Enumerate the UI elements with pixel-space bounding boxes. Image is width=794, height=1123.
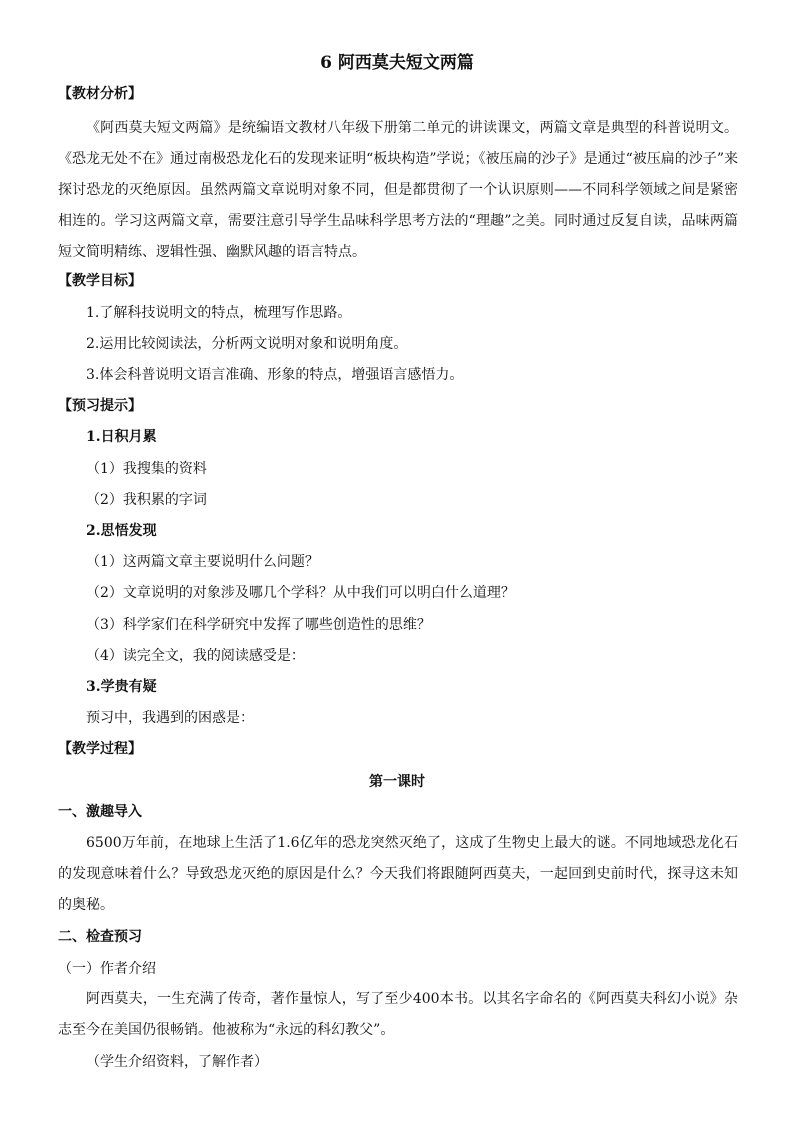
preview-item: （2）我积累的字词 <box>86 492 207 508</box>
preview-item: （3）科学家们在科学研究中发挥了哪些创造性的思维？ <box>86 617 431 633</box>
subsection-heading: （一）作者介绍 <box>58 961 156 977</box>
preview-subheading: 1.日积月累 <box>86 429 157 445</box>
document-title: 6 阿西莫夫短文两篇 <box>320 53 474 73</box>
note-text: （学生介绍资料，了解作者） <box>86 1054 268 1070</box>
section-heading: 一、激趣导入 <box>58 804 142 820</box>
preview-item: （1）我搜集的资料 <box>86 461 207 477</box>
section-heading: 二、检查预习 <box>58 929 142 945</box>
process-heading: 【教学过程】 <box>58 741 142 757</box>
preview-subheading: 3.学贵有疑 <box>86 679 157 695</box>
analysis-heading: 【教材分析】 <box>58 86 142 102</box>
goals-heading: 【教学目标】 <box>58 273 142 289</box>
preview-subheading: 2.思悟发现 <box>86 523 157 539</box>
intro-paragraph: 6500万年前，在地球上生活了1.6亿年的恐龙突然灭绝了，这成了生物史上最大的谜。不同地域恐龙化石的发现意味着什么？导致恐龙灭绝的原因是什么？今天我们将跟随阿西莫夫，一起回到史前时代，探寻这未知的奥秘。 <box>58 835 738 913</box>
author-paragraph: 阿西莫夫，一生充满了传奇，著作量惊人，写了至少400本书。以其名字命名的《阿西莫夫科幻小说》杂志至今在美国仍很畅销。他被称为“永远的科幻教父”。 <box>58 991 738 1038</box>
preview-item: （4）读完全文，我的阅读感受是： <box>86 648 305 664</box>
goal-item: 3.体会科普说明文语言准确、形象的特点，增强语言感悟力。 <box>86 367 464 383</box>
preview-item: 预习中，我遇到的困惑是： <box>86 710 254 726</box>
goal-item: 2.运用比较阅读法，分析两文说明对象和说明角度。 <box>86 336 408 352</box>
lesson-title: 第一课时 <box>369 774 425 790</box>
preview-item: （1）这两篇文章主要说明什么问题？ <box>86 554 319 570</box>
preview-item: （2）文章说明的对象涉及哪几个学科？从中我们可以明白什么道理？ <box>86 585 515 601</box>
analysis-paragraph: 《阿西莫夫短文两篇》是统编语文教材八年级下册第二单元的讲读课文，两篇文章是典型的科普说明文。《恐龙无处不在》通过南极恐龙化石的发现来证明“板块构造”学说；《被压扁的沙子》是通过“被压扁的沙子”来探讨恐龙的灭绝原因。虽然两篇文章说明对象不同，但是都贯彻了一个认识原则——不同科学领域之间是紧密相连的。学习这两篇文章，需要注意引导学生品味科学思考方法的“理趣”之美。同时通过反复自读，品味两篇短文简明精练、逻辑性强、幽默风趣的语言特点。 <box>58 120 738 260</box>
goal-item: 1.了解科技说明文的特点，梳理写作思路。 <box>86 305 352 321</box>
preview-heading: 【预习提示】 <box>58 398 142 414</box>
